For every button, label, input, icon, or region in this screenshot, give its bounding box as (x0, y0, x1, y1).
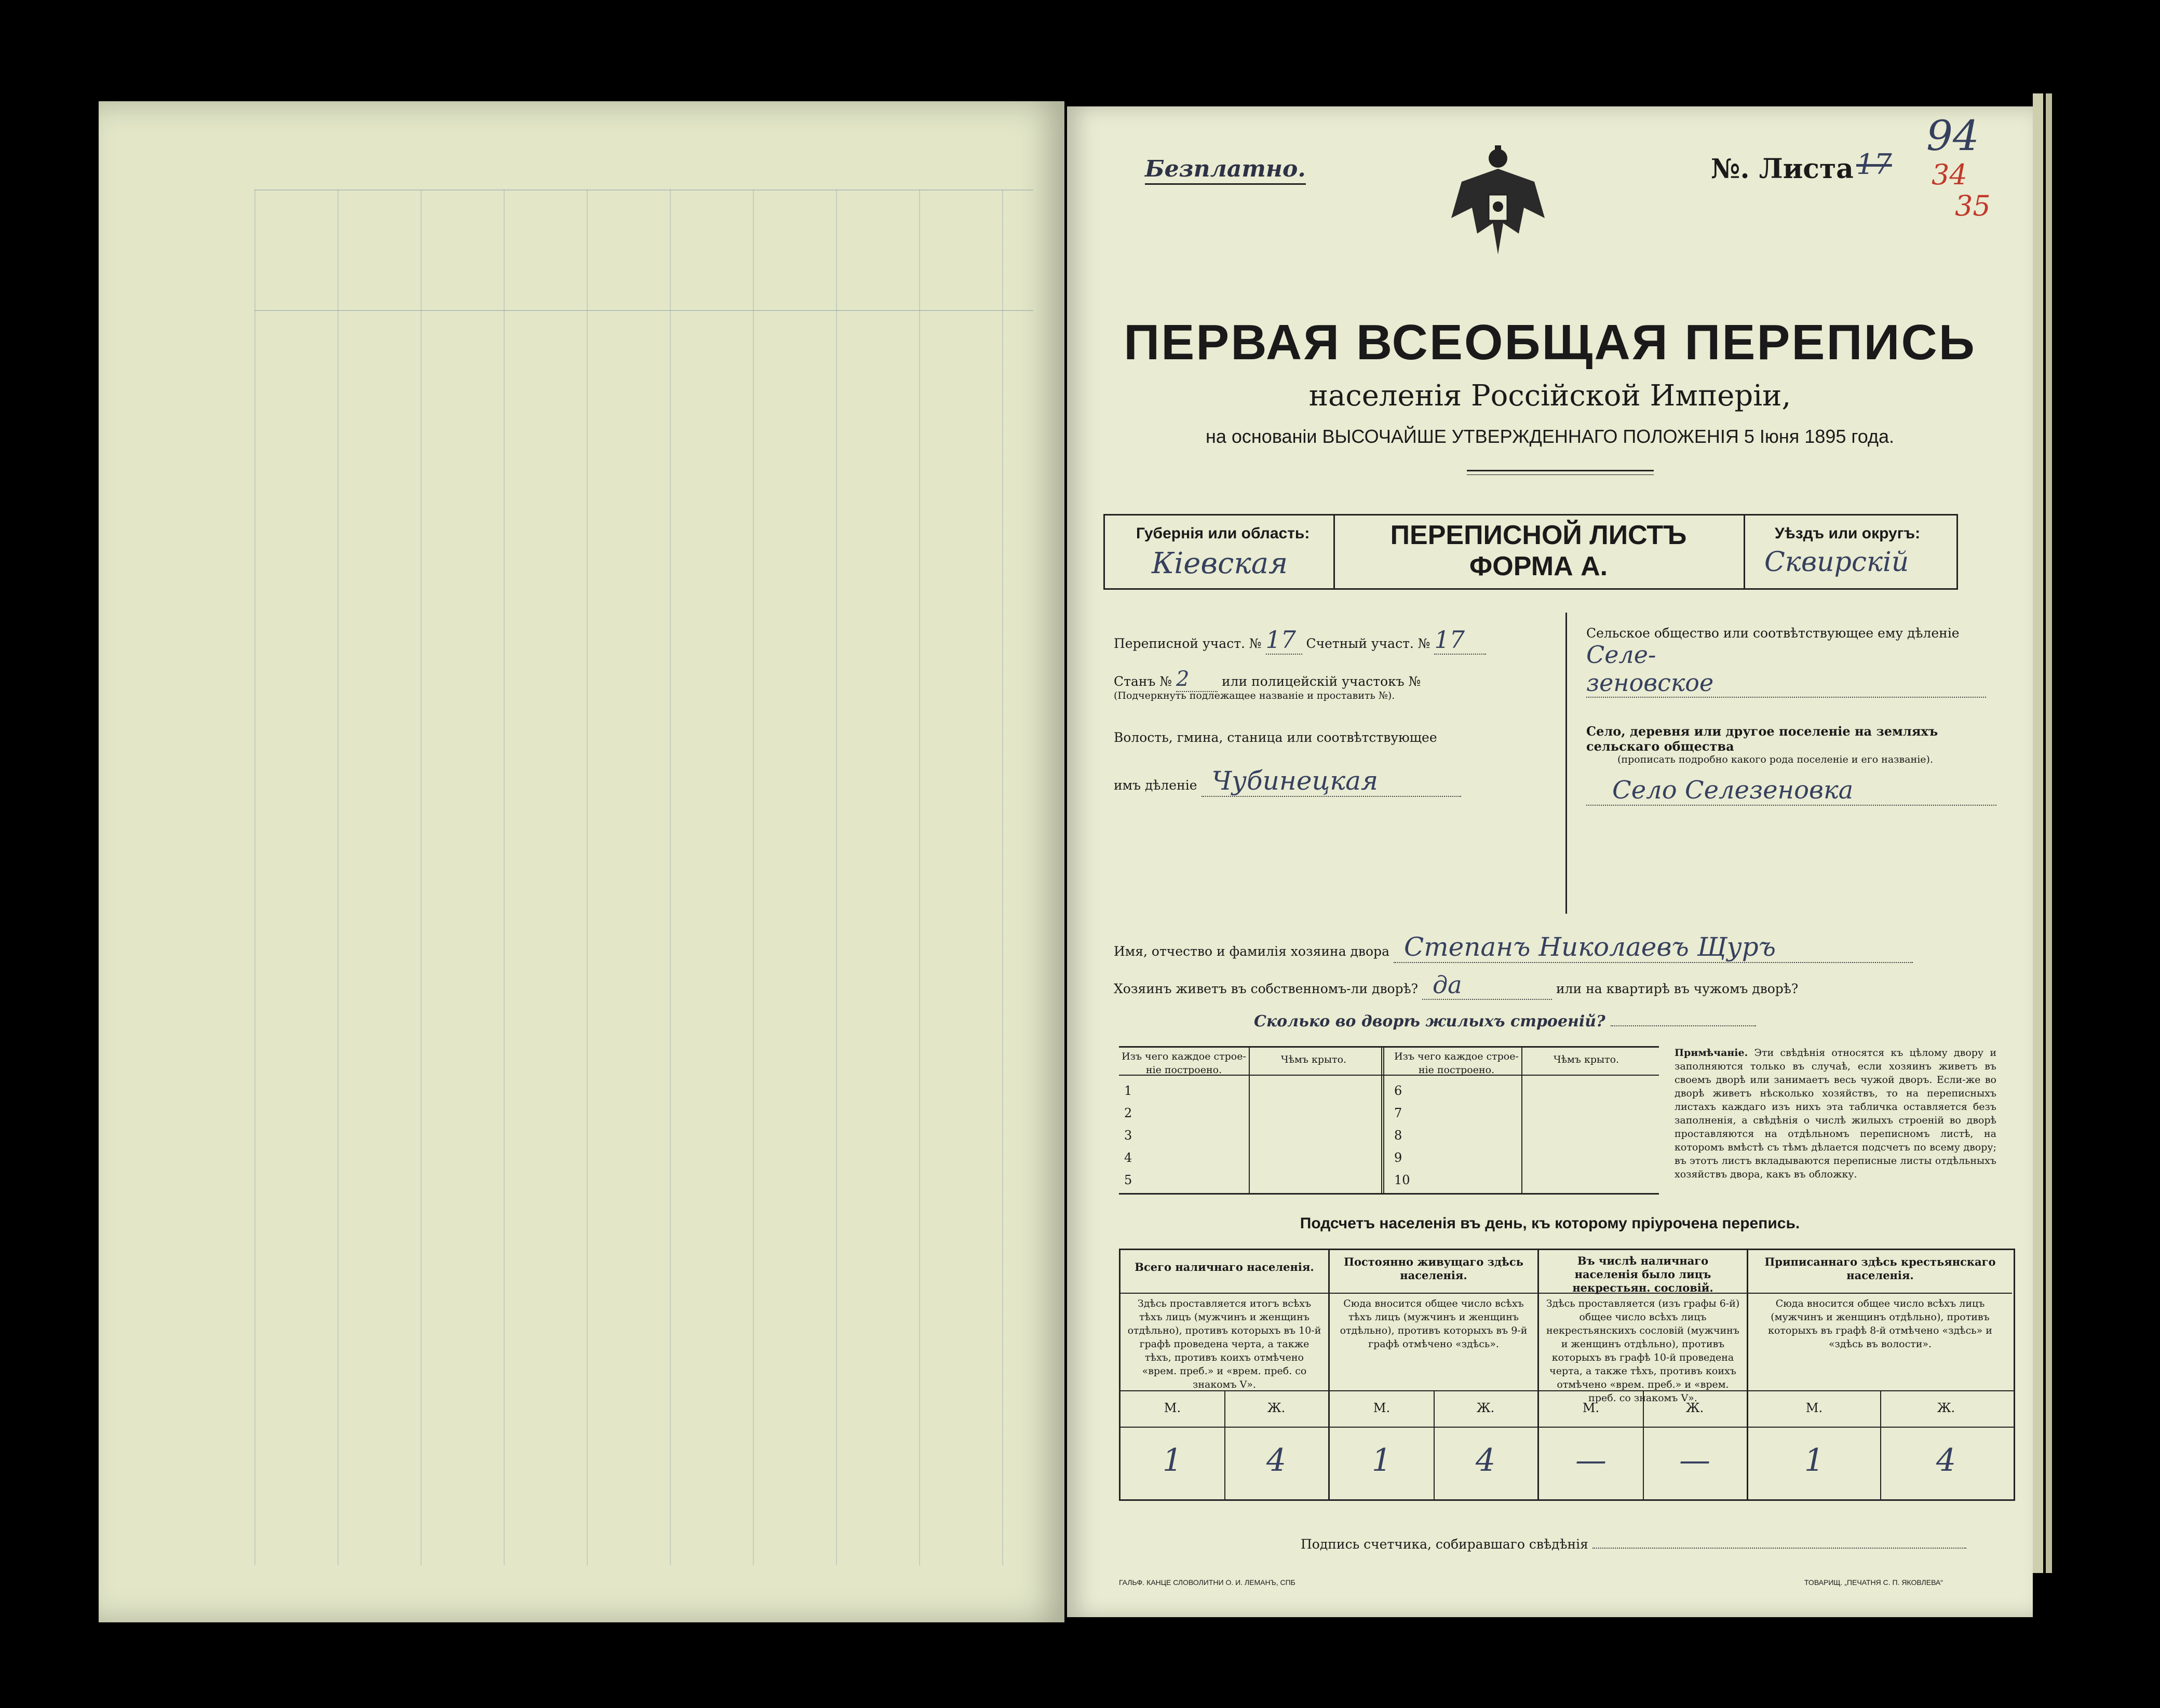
page-edge (2033, 93, 2043, 1573)
col-desc: Сюда вносится общее число всѣхъ тѣхъ лицъ (мужчинъ и женщинъ отдѣльно), противъ которыхъ въ 9-й графѣ отмѣчено «здѣсь». (1330, 1293, 1537, 1378)
volost-value: Чубинецкая (1202, 766, 1461, 797)
page-edge (2046, 93, 2052, 1573)
village-label: Село, деревня или другое поселеніе на земляхъ сельскаго общества (1586, 724, 1938, 754)
uezd-label: Уѣздъ или округъ: (1775, 525, 1921, 542)
page-title: ПЕРВАЯ ВСЕОБЩАЯ ПЕРЕПИСЬ (1124, 315, 1976, 370)
double-headed-eagle-icon (1441, 145, 1555, 265)
col-desc: Здѣсь проставляется (изъ графы 6-й) общее число всѣхъ лицъ некрестьянскихъ сословій (мужчинъ и женщинъ отдѣльно), противъ которыхъ въ графѣ 10-й проведена черта, а также тѣхъ, противъ коихъ отмѣчено «врем. преб.» и «врем. преб. со знакомъ V». (1539, 1293, 1747, 1378)
col-rule (1381, 1048, 1384, 1193)
row-numbers-right: 6 7 8 9 10 (1394, 1083, 1410, 1187)
col-material-header: Изъ чего каждое строе-ніе построено. (1122, 1051, 1246, 1076)
sheet-number-35: 35 (1955, 189, 1991, 222)
lives-label: Хозяинъ живетъ въ собственномъ-ли дворѣ? (1114, 981, 1419, 996)
census-district-value: 17 (1266, 626, 1302, 655)
header-rule (1119, 1075, 1659, 1076)
divider (1333, 516, 1335, 588)
volost-label-2: имъ дѣленіе (1114, 778, 1197, 793)
column-divider (1565, 613, 1567, 914)
stan-value: 2 (1176, 667, 1218, 692)
divider (1744, 516, 1745, 588)
count-value: 1 (1162, 1442, 1183, 1479)
m-label: М. (1164, 1401, 1181, 1415)
col-desc: Здѣсь проставляется итогъ всѣхъ тѣхъ лицъ (мужчинъ и женщинъ отдѣльно), противъ которыхъ въ 10-й графѣ проведена черта, а также тѣхъ, противъ коихъ отмѣчено «врем. преб.» и «врем. преб. со знакомъ V». (1120, 1293, 1328, 1378)
note-text: Примѣчаніе. Эти свѣдѣнія относятся къ цѣлому двору и заполняются только въ случаѣ, если хозяинъ живетъ въ своемъ дворѣ или занимаетъ весь чужой дворъ. Если-же во дворѣ живетъ нѣсколько хозяйствъ, то на переписныхъ листахъ каждаго изъ нихъ эта табличка оставляется безъ заполненія, а свѣдѣнія о числѣ жилыхъ строеній во дворѣ проставляются на отдѣльномъ переписномъ листѣ, на которомъ вмѣстѣ съ тѣмъ дѣлается подсчетъ по всему двору; въ этотъ листъ вкладываются переписные листы отдѣльныхъ хозяйствъ двора, какъ въ обложку. (1675, 1047, 1996, 1180)
census-district-label: Переписной участ. № (1114, 636, 1262, 651)
count-value: 4 (1266, 1442, 1287, 1479)
col-rule (1521, 1048, 1522, 1193)
form-title-1: ПЕРЕПИСНОЙ ЛИСТЪ (1390, 520, 1687, 550)
f-label: Ж. (1685, 1401, 1704, 1415)
col-title: Въ числѣ наличнаго населенія было лицъ некрестьян. сословій. (1572, 1254, 1713, 1294)
row-numbers-left: 1 2 3 4 5 (1124, 1083, 1132, 1187)
m-label: М. (1582, 1401, 1600, 1415)
guberniya-label: Губернія или область: (1136, 525, 1310, 542)
col-roof-header: Чѣмъ крыто. (1280, 1054, 1347, 1065)
society-label: Сельское общество или соотвѣтствующее ему дѣленіе (1586, 626, 1960, 641)
row-rule (1120, 1390, 2014, 1391)
col-title: Приписаннаго здѣсь крестьянскаго населенія. (1764, 1255, 1996, 1282)
sheet-number-94: 94 (1926, 112, 1979, 160)
row-rule (1120, 1427, 2014, 1428)
faded-header-row (254, 189, 1033, 311)
owner-row (1114, 932, 1996, 963)
col-rule (1249, 1048, 1250, 1193)
col-title: Постоянно живущаго здѣсь населенія. (1344, 1255, 1523, 1282)
census-form-page (1067, 106, 2033, 1617)
counting-district-label: Счетный участ. № (1306, 636, 1430, 651)
lives-value: да (1422, 971, 1552, 1000)
owner-value: Степанъ Николаевъ Щуръ (1394, 932, 1913, 963)
count-value: 1 (1804, 1442, 1825, 1479)
left-page (99, 101, 1064, 1622)
left-fields (1114, 626, 1560, 797)
police-note: (Подчеркнуть подлежащее названіе и проставить №). (1114, 690, 1395, 701)
count-value: — (1575, 1442, 1607, 1479)
population-table (1119, 1249, 2015, 1501)
guberniya-value: Кіевская (1152, 547, 1288, 580)
printer-right: ТОВАРИЩ. „ПЕЧАТНЯ С. П. ЯКОВЛЕВА“ (1804, 1578, 1943, 1587)
society-value-2: зеновское (1586, 669, 1986, 698)
village-note: (прописать подробно какого рода поселеніе и его названіе). (1617, 754, 1933, 765)
volost-label: Волость, гмина, станица или соотвѣтствующее (1114, 730, 1437, 745)
counting-district-value: 17 (1434, 626, 1486, 655)
buildings-table (1119, 1046, 1659, 1195)
lives-alt-label: или на квартирѣ въ чужомъ дворѣ? (1556, 981, 1799, 996)
signature-label: Подпись счетчика, собиравшаго свѣдѣнія (1301, 1537, 1588, 1552)
divider (1467, 470, 1654, 475)
sheet-number-label: №. Листа (1711, 153, 1854, 185)
population-heading: Подсчетъ населенія въ день, къ которому пріурочена перепись. (1300, 1215, 1800, 1232)
right-fields (1586, 626, 2012, 806)
col-roof-header: Чѣмъ крыто. (1553, 1054, 1619, 1065)
form-title-2: ФОРМА А. (1469, 551, 1608, 581)
subtitle: населенія Россійской Имперіи, (1308, 379, 1791, 413)
printer-left: ГАЛЬФ. КАНЦЕ СЛОВОЛИТНИ О. И. ЛЕМАНЪ, СПБ (1119, 1578, 1295, 1587)
count-value: 1 (1371, 1442, 1392, 1479)
col-title: Всего наличнаго населенія. (1135, 1260, 1314, 1273)
faded-grid (254, 189, 1033, 1565)
sheet-number-crossed: 17 (1856, 148, 1892, 181)
uezd-value: Сквирскій (1764, 547, 1909, 578)
owner-label: Имя, отчество и фамилія хозяина двора (1114, 944, 1389, 959)
m-label: М. (1805, 1401, 1823, 1415)
count-value: 4 (1475, 1442, 1496, 1479)
count-value: 4 (1936, 1442, 1956, 1479)
lives-row (1114, 971, 1996, 1000)
stan-label: Станъ № (1114, 674, 1172, 689)
count-value: — (1679, 1442, 1710, 1479)
society-value-1: Селе- (1586, 641, 1656, 669)
f-label: Ж. (1267, 1401, 1286, 1415)
buildings-question: Сколько во дворѣ жилыхъ строеній? (1254, 1012, 1756, 1031)
sheet-number-34: 34 (1932, 158, 1967, 191)
form-header-block (1103, 514, 1958, 590)
village-value: Село Селезеновка (1586, 776, 1996, 806)
m-label: М. (1373, 1401, 1391, 1415)
signature-row (1301, 1537, 1966, 1552)
police-label: или полицейскій участокъ № (1221, 674, 1421, 689)
f-label: Ж. (1476, 1401, 1495, 1415)
free-label: Безплатно. (1145, 156, 1306, 185)
f-label: Ж. (1937, 1401, 1955, 1415)
col-desc: Сюда вносится общее число всѣхъ лицъ (мужчинъ и женщинъ отдѣльно), противъ которыхъ въ графѣ 8-й отмѣчено «здѣсь» и «здѣсь въ волости». (1748, 1293, 2012, 1378)
basis-text: на основаніи ВЫСОЧАЙШЕ УТВЕРЖДЕННАГО ПОЛОЖЕНІЯ 5 Іюня 1895 года. (1205, 426, 1894, 447)
col-material-header: Изъ чего каждое строе-ніе построено. (1394, 1051, 1519, 1076)
